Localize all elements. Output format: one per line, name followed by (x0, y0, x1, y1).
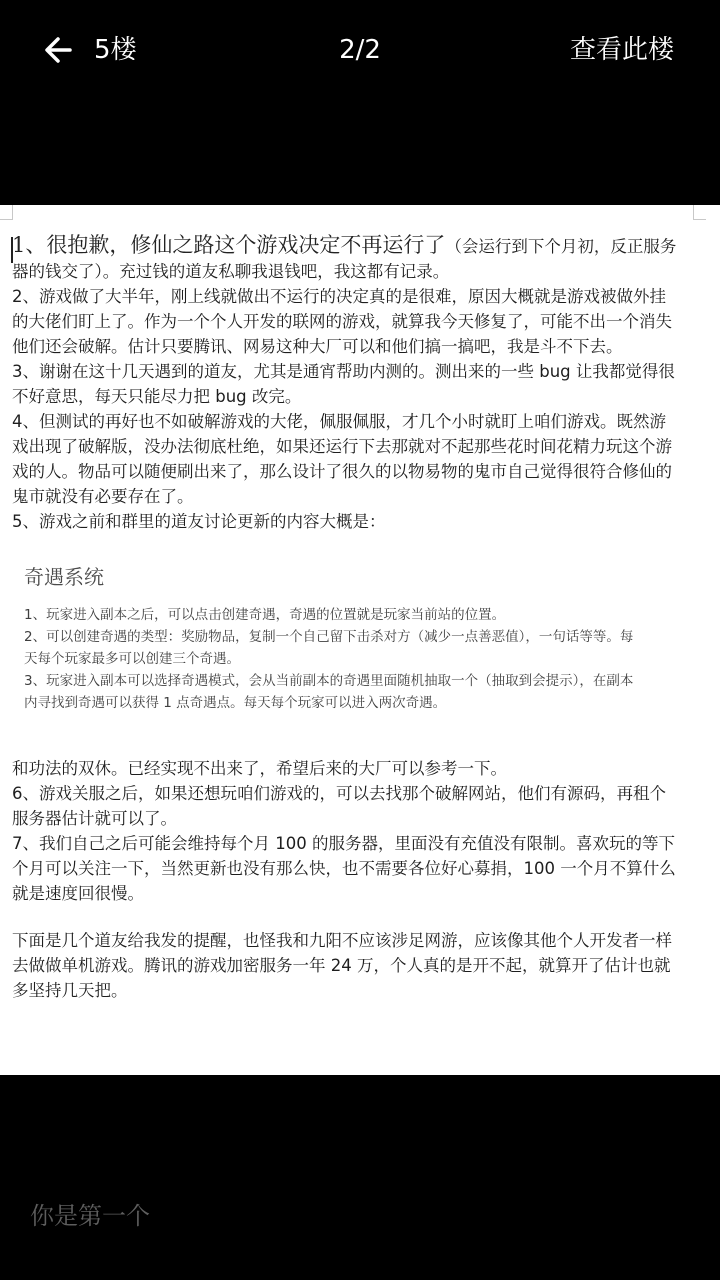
embed-line-2: 2、可以创建奇遇的类型：奖励物品，复制一个自己留下击杀对方（减少一点善恶值），一句话等等。每天每个玩家最多可以创建三个奇遇。 (24, 629, 634, 667)
top-bar (0, 0, 720, 100)
item-3: 3、谢谢在这十几天遇到的道友，尤其是通宵帮助内测的。测出来的一些 bug 让我都觉得很不好意思，每天只能尽力把 bug 改完。 (12, 362, 675, 406)
paragraph-gap (12, 906, 678, 928)
item-7: 7、我们自己之后可能会维持每个月 100 的服务器，里面没有充值没有限制。喜欢玩的等下个月可以关注一下，当然更新也没有那么快，也不需要各位好心募捐，100 一个月不算什么就是速度回很慢。 (12, 834, 676, 903)
embedded-screenshot (24, 564, 644, 714)
item-6: 6、游戏关服之后，如果还想玩咱们游戏的，可以去找那个破解网站，他们有源码，再租个服务器估计就可以了。 (12, 784, 666, 828)
comment-input[interactable]: 你是第一个 (30, 1202, 150, 1230)
embed-title: 奇遇系统 (24, 565, 104, 589)
item-5: 5、游戏之前和群里的道友讨论更新的内容大概是： (12, 512, 386, 531)
page-indicator: 2/2 (339, 35, 381, 65)
continuation-text: 和功法的双休。已经实现不出来了，希望后来的大厂可以参考一下。 (12, 759, 507, 778)
item-4: 4、但测试的再好也不如破解游戏的大佬，佩服佩服，才几个小时就盯上咱们游戏。既然游戏出现了破解版，没办法彻底杜绝，如果还运行下去那就对不起那些花时间花精力玩这个游戏的人。物品可以随便刷出来了，那么设计了很久的以物易物的鬼市自己觉得很符合修仙的鬼市就没有必要存在了。 (12, 412, 672, 506)
item-1-title: 1、很抱歉，修仙之路这个游戏决定不再运行了 (12, 233, 446, 257)
item-2: 2、游戏做了大半年，刚上线就做出不运行的决定真的是很难，原因大概就是游戏被做外挂的大佬们盯上了。作为一个个人开发的联网的游戏，就算我今天修复了，可能不出一个消失他们还会破解。估计只要腾讯、网易这种大厂可以和他们搞一搞吧，我是斗不下去。 (12, 287, 672, 356)
page-corner-mark (693, 205, 706, 220)
closing-paragraph: 下面是几个道友给我发的提醒，也怪我和九阳不应该涉足网游，应该像其他个人开发者一样去做做单机游戏。腾讯的游戏加密服务一年 24 万，个人真的是开不起，就算开了估计也就多坚持几天把。 (12, 931, 672, 1000)
item-1 (12, 233, 678, 284)
page-corner-mark (0, 205, 13, 220)
embed-line-3: 3、玩家进入副本可以选择奇遇模式，会从当前副本的奇遇里面随机抽取一个（抽取到会提示），在副本内寻找到奇遇可以获得 1 点奇遇点。每天每个玩家可以进入两次奇遇。 (24, 673, 634, 711)
embed-line-1: 1、玩家进入副本之后，可以点击创建奇遇，奇遇的位置就是玩家当前站的位置。 (24, 607, 506, 623)
document-image (0, 205, 720, 1075)
back-arrow-icon[interactable] (40, 30, 80, 70)
document-body (12, 233, 678, 1003)
floor-label: 5楼 (94, 35, 137, 65)
item-1-rest: （会运行到下个月初，反正服务器的钱交了）。充过钱的道友私聊我退钱吧，我这都有记录。 (12, 237, 677, 281)
view-floor-button[interactable]: 查看此楼 (569, 35, 674, 65)
